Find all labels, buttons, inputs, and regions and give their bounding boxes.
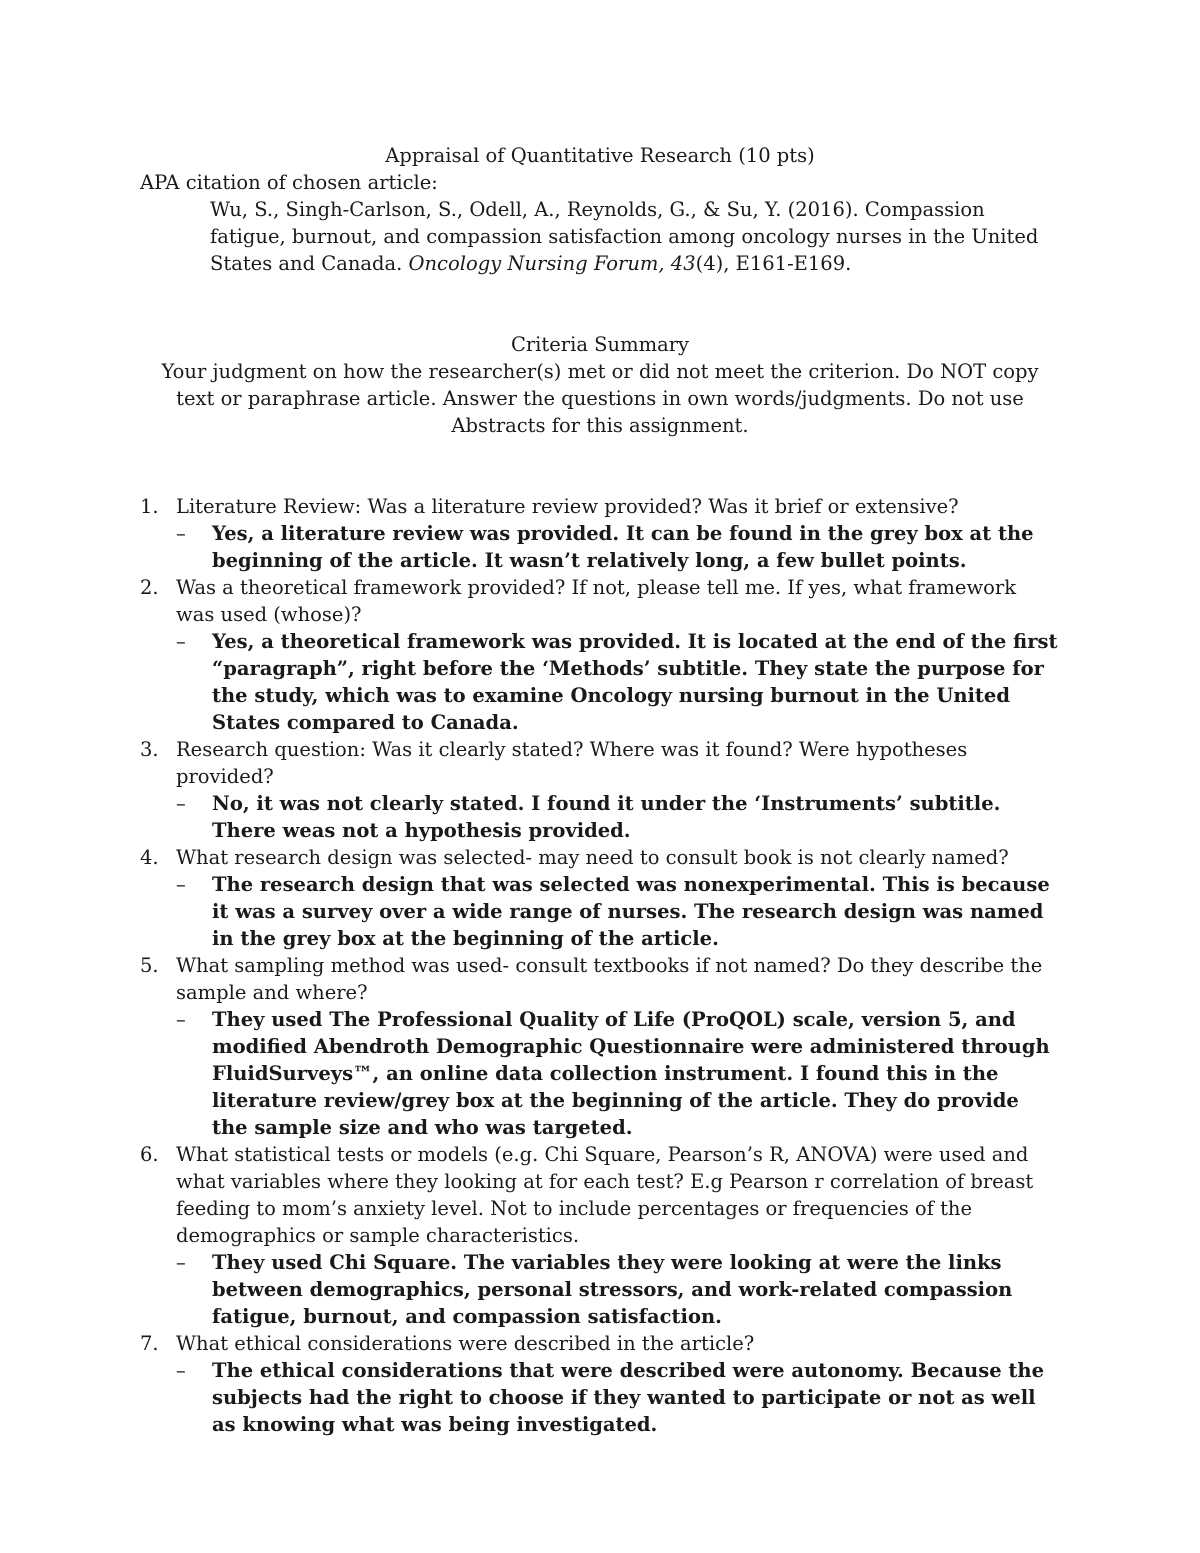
question-number: 4. — [140, 846, 159, 869]
question-text: What statistical tests or models (e.g. Chi Square, Pearson’s R, ANOVA) were used and what variables where they looking at for each test? E.g Pearson r correlation of breast feeding to mom’s anxiety level. Not to include percentages or frequencies of the demographics or sample characteristics. — [176, 1143, 1034, 1247]
answer-content: Yes, a literature review was provided. It can be found in the grey box at the beginning of the article. It wasn’t relatively long, a few bullet points. — [212, 522, 1034, 572]
apa-citation — [210, 196, 1060, 277]
answer-content: No, it was not clearly stated. I found it under the ‘Instruments’ subtitle. There weas not a hypothesis provided. — [212, 792, 1001, 842]
dash-marker: – — [176, 792, 186, 815]
question-text: What sampling method was used- consult textbooks if not named? Do they describe the sample and where? — [176, 954, 1043, 1004]
citation-label: APA citation of chosen article: — [140, 171, 438, 194]
criteria-heading: Criteria Summary — [510, 333, 690, 356]
dash-marker: – — [176, 1359, 186, 1382]
citation-journal: Oncology Nursing Forum, 43 — [408, 252, 696, 275]
question-text: Research question: Was it clearly stated? Where was it found? Were hypotheses provided? — [176, 738, 968, 788]
question-item — [140, 952, 1060, 1141]
dash-marker: – — [176, 873, 186, 896]
questions-list — [140, 493, 1060, 1438]
answer-text — [176, 790, 1060, 844]
question-item — [140, 1330, 1060, 1438]
question-number: 2. — [140, 576, 159, 599]
dash-marker: – — [176, 522, 186, 545]
question-number: 3. — [140, 738, 159, 761]
answer-content: The research design that was selected was nonexperimental. This is because it was a survey over a wide range of nurses. The research design was named in the grey box at the beginning of the article. — [212, 873, 1050, 950]
question-item — [140, 844, 1060, 952]
question-item — [140, 1141, 1060, 1330]
answer-text — [176, 520, 1060, 574]
question-number: 7. — [140, 1332, 159, 1355]
question-number: 6. — [140, 1143, 159, 1166]
answer-text — [176, 1249, 1060, 1330]
answer-content: Yes, a theoretical framework was provided. It is located at the end of the first “paragraph”, right before the ‘Methods’ subtitle. They state the purpose for the study, which was to examine Oncology nursing burnout in the United States compared to Canada. — [212, 630, 1058, 734]
question-number: 5. — [140, 954, 159, 977]
question-item — [140, 736, 1060, 844]
question-text: Literature Review: Was a literature review provided? Was it brief or extensive? — [176, 495, 959, 518]
dash-marker: – — [176, 630, 186, 653]
answer-text — [176, 871, 1060, 952]
dash-marker: – — [176, 1251, 186, 1274]
answer-text — [176, 1357, 1060, 1438]
question-item — [140, 574, 1060, 736]
answer-content: They used Chi Square. The variables they were looking at were the links between demographics, personal stressors, and work-related compassion fatigue, burnout, and compassion satisfaction. — [212, 1251, 1013, 1328]
answer-text — [176, 1006, 1060, 1141]
question-text: Was a theoretical framework provided? If not, please tell me. If yes, what framework was used (whose)? — [176, 576, 1017, 626]
instructions-text: Your judgment on how the researcher(s) met or did not meet the criterion. Do NOT copy text or paraphrase article. Answer the questions in own words/judgments. Do not use Abstracts for this assignment. — [161, 360, 1039, 437]
citation-issue-pages: (4), E161-E169. — [695, 252, 852, 275]
document-title: Appraisal of Quantitative Research (10 pts) — [385, 144, 815, 167]
answer-content: They used The Professional Quality of Life (ProQOL) scale, version 5, and modified Abendroth Demographic Questionnaire were administered through FluidSurveys™, an online data collection instrument. I found this in the literature review/grey box at the beginning of the article. They do provide the sample size and who was targeted. — [212, 1008, 1050, 1139]
question-text: What research design was selected- may need to consult book is not clearly named? — [176, 846, 1009, 869]
dash-marker: – — [176, 1008, 186, 1031]
answer-text — [176, 628, 1060, 736]
document-page — [140, 142, 1060, 1438]
question-text: What ethical considerations were described in the article? — [176, 1332, 755, 1355]
answer-content: The ethical considerations that were described were autonomy. Because the subjects had the right to choose if they wanted to participate or not as well as knowing what was being investigated. — [212, 1359, 1044, 1436]
question-number: 1. — [140, 495, 159, 518]
question-item — [140, 493, 1060, 574]
citation-main: Wu, S., Singh-Carlson, S., Odell, A., Reynolds, G., & Su, Y. (2016). Compassion fatigue, burnout, and compassion satisfaction among oncology nurses in the United States and Canada. — [210, 198, 1039, 275]
